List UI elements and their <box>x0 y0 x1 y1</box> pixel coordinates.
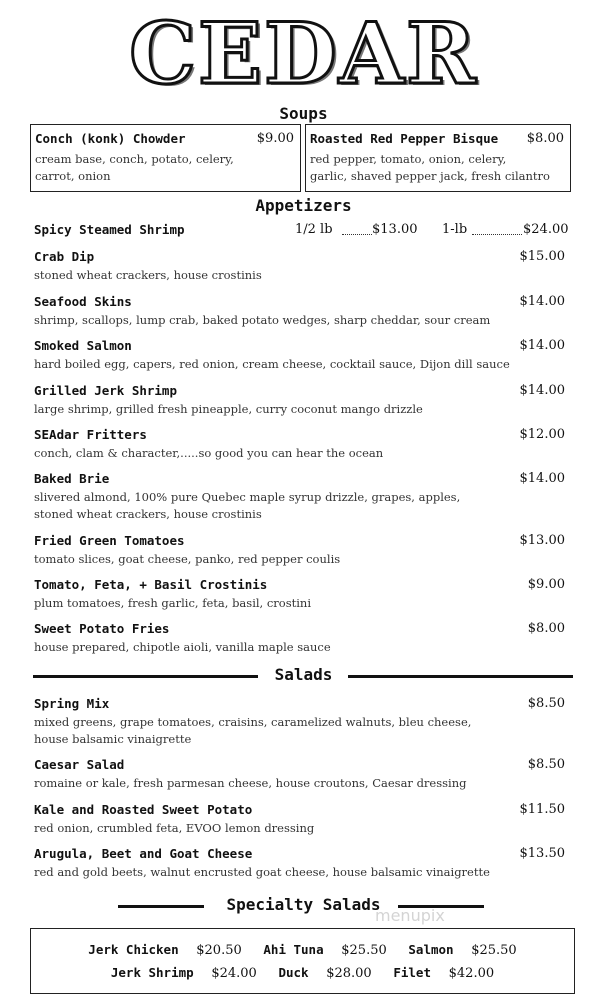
item-name: Tomato, Feta, + Basil Crostinis <box>34 577 268 592</box>
item-description: slivered almond, 100% pure Quebec maple syrup drizzle, grapes, apples, stoned wheat crackers, house crostinis <box>34 490 461 521</box>
item-description: red onion, crumbled feta, EVOO lemon dressing <box>34 821 315 835</box>
item-description: stoned wheat crackers, house crostinis <box>34 268 262 282</box>
item-name: Smoked Salmon <box>34 338 132 353</box>
item-name: Caesar Salad <box>34 757 125 772</box>
specialty-name: Jerk Shrimp <box>110 965 194 980</box>
item-name: Conch (konk) Chowder <box>35 131 186 146</box>
item-price: $13.50 <box>519 846 565 861</box>
item-price: $9.00 <box>256 131 294 146</box>
item-price: $11.50 <box>519 802 565 817</box>
item-price: $8.00 <box>526 131 564 146</box>
item-name: Kale and Roasted Sweet Potato <box>34 802 253 817</box>
soup-card-red-pepper-bisque <box>305 124 571 192</box>
item-price: $9.00 <box>527 577 565 592</box>
item-description: red and gold beets, walnut encrusted goat cheese, house balsamic vinaigrette <box>34 865 490 879</box>
specialty-price: $25.50 <box>471 943 517 958</box>
item-description: red pepper, tomato, onion, celery, garlic, shaved pepper jack, fresh cilantro <box>310 152 550 183</box>
item-description: conch, clam & character,.....so good you can hear the ocean <box>34 446 384 460</box>
specialty-name: Salmon <box>408 942 454 957</box>
half-pound-label: 1/2 lb <box>295 222 333 237</box>
salads-heading: Salads <box>274 665 333 684</box>
specialty-price: $20.50 <box>196 943 242 958</box>
item-description: cream base, conch, potato, celery, carrot, onion <box>35 152 234 183</box>
item-description: large shrimp, grilled fresh pineapple, curry coconut mango drizzle <box>34 402 423 416</box>
specialty-salads-heading: Specialty Salads <box>226 895 381 914</box>
item-name: Spring Mix <box>34 696 110 711</box>
soups-heading: Soups <box>279 104 328 123</box>
item-description: tomato slices, goat cheese, panko, red pepper coulis <box>34 552 341 566</box>
specialty-price: $42.00 <box>448 966 495 981</box>
appetizers-heading: Appetizers <box>255 196 352 215</box>
item-price: $8.50 <box>527 696 565 711</box>
item-name: Fried Green Tomatoes <box>34 533 185 548</box>
price-leader-dots <box>472 234 522 235</box>
specialty-name: Jerk Chicken <box>88 942 179 957</box>
item-name: SEAdar Fritters <box>34 427 147 442</box>
specialty-salads-box <box>30 928 575 994</box>
half-pound-price: $13.00 <box>372 222 418 237</box>
item-description: mixed greens, grape tomatoes, craisins, caramelized walnuts, bleu cheese, house balsamic vinaigrette <box>34 715 472 746</box>
item-name: Seafood Skins <box>34 294 132 309</box>
specialty-price: $24.00 <box>211 966 257 981</box>
item-name: Spicy Steamed Shrimp <box>34 222 185 237</box>
item-name: Sweet Potato Fries <box>34 621 170 636</box>
price-leader-dots <box>342 234 372 235</box>
specialty-row <box>31 962 574 981</box>
item-price: $14.00 <box>519 294 565 309</box>
item-description: romaine or kale, fresh parmesan cheese, house croutons, Caesar dressing <box>34 776 467 790</box>
full-pound-price: $24.00 <box>523 222 569 237</box>
specialty-name: Filet <box>393 965 431 980</box>
specialty-row <box>31 939 574 958</box>
item-price: $8.50 <box>527 757 565 772</box>
item-price: $15.00 <box>519 249 565 264</box>
section-rule <box>348 675 573 678</box>
specialty-name: Duck <box>278 965 309 980</box>
item-price: $8.00 <box>527 621 565 636</box>
soup-card-conch-chowder <box>30 124 301 192</box>
item-description: shrimp, scallops, lump crab, baked potato wedges, sharp cheddar, sour cream <box>34 313 491 327</box>
item-name: Grilled Jerk Shrimp <box>34 383 177 398</box>
item-description: house prepared, chipotle aioli, vanilla maple sauce <box>34 640 331 654</box>
item-price: $12.00 <box>519 427 565 442</box>
specialty-price: $28.00 <box>326 966 372 981</box>
full-pound-label: 1-lb <box>442 222 468 237</box>
specialty-name: Ahi Tuna <box>263 942 324 957</box>
item-description: hard boiled egg, capers, red onion, cream cheese, cocktail sauce, Dijon dill sauce <box>34 357 510 371</box>
item-name: Arugula, Beet and Goat Cheese <box>34 846 253 861</box>
item-name: Crab Dip <box>34 249 95 264</box>
item-description: plum tomatoes, fresh garlic, feta, basil, crostini <box>34 596 312 610</box>
item-price: $13.00 <box>519 533 565 548</box>
specialty-price: $25.50 <box>341 943 387 958</box>
item-price: $14.00 <box>519 383 565 398</box>
menupix-watermark: menupix <box>375 906 445 925</box>
item-name: Baked Brie <box>34 471 110 486</box>
item-price: $14.00 <box>519 338 565 353</box>
item-price: $14.00 <box>519 471 565 486</box>
restaurant-logo: CEDAR <box>129 4 478 103</box>
item-name: Roasted Red Pepper Bisque <box>310 131 499 146</box>
